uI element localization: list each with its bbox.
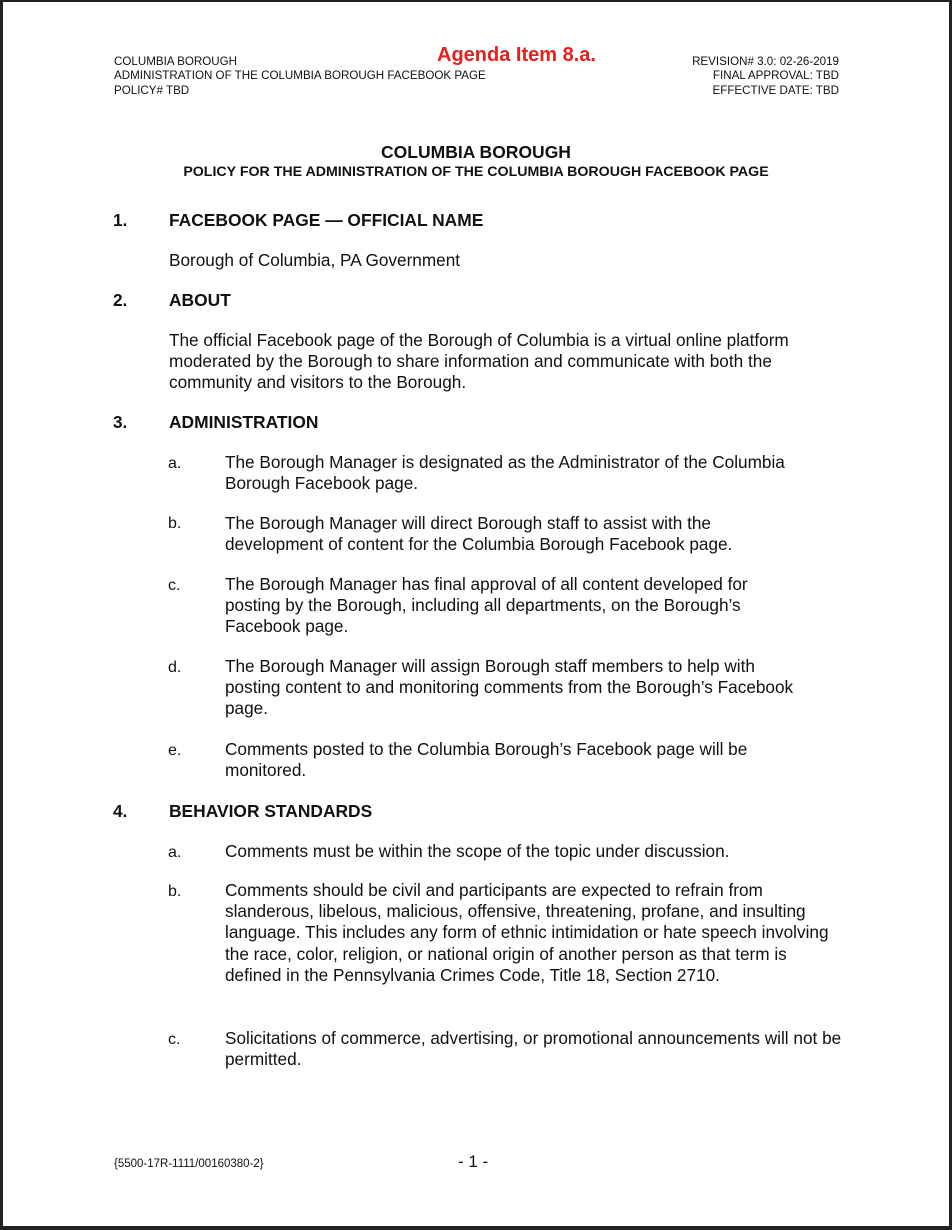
section-1-number: 1. (113, 210, 128, 230)
header-revision: REVISION# 3.0: 02-26-2019 (692, 55, 839, 68)
section-3-item-a-text: The Borough Manager is designated as the Administrator of the Columbia Borough Facebook page. (225, 452, 785, 494)
section-4-number: 4. (113, 801, 128, 821)
section-3-item-e-text: Comments posted to the Columbia Borough’s Facebook page will be monitored. (225, 739, 748, 781)
section-2-body: The official Facebook page of the Borough of Columbia is a virtual online platform moderated by the Borough to share information and communicate with both the community and visitors to the Borough. (169, 330, 789, 393)
section-3-item-c-letter: c. (168, 577, 181, 594)
section-4-item-c-text: Solicitations of commerce, advertising, or promotional announcements will not be permitted. (225, 1028, 842, 1070)
footer-page-number: - 1 - (458, 1152, 489, 1171)
section-4-heading: BEHAVIOR STANDARDS (169, 801, 373, 821)
header-final-approval: FINAL APPROVAL: TBD (712, 69, 839, 83)
section-3-heading: ADMINISTRATION (169, 412, 319, 432)
agenda-item-label: Agenda Item 8.a. (437, 44, 596, 66)
footer-document-id: {5500-17R-1111/00160380-2} (114, 1158, 264, 1170)
section-1-heading: FACEBOOK PAGE — OFFICIAL NAME (169, 210, 484, 230)
page-border-bottom (0, 1226, 952, 1230)
section-4-item-b-text: Comments should be civil and participants are expected to refrain from slanderous, libelous, malicious, offensive, threatening, profane, and insulting language. This includes any form of ethnic intimidation or hate speech involving the race, color, religion, or national origin of another person as that term is defined in the Pennsylvania Crimes Code, Title 18, Section 2710. (225, 880, 829, 985)
page-border-top (0, 0, 952, 2)
header-policy-number: POLICY# TBD (114, 83, 190, 97)
document-subtitle: POLICY FOR THE ADMINISTRATION OF THE COLUMBIA BOROUGH FACEBOOK PAGE (183, 164, 769, 180)
header-right (692, 55, 839, 98)
section-3-item-e-letter: e. (168, 742, 182, 759)
page-border-left (0, 0, 3, 1230)
section-3-item-c-text: The Borough Manager has final approval of all content developed for posting by the Borough, including all departments, on the Borough’s Facebook page. (225, 574, 748, 637)
section-4-item-a-text: Comments must be within the scope of the topic under discussion. (225, 841, 730, 861)
section-3-item-b-letter: b. (168, 515, 182, 532)
section-4-item-b-letter: b. (168, 883, 182, 900)
section-2-heading: ABOUT (169, 290, 231, 310)
section-4-item-a-letter: a. (168, 844, 182, 861)
header-policy-name: ADMINISTRATION OF THE COLUMBIA BOROUGH FACEBOOK PAGE (114, 69, 486, 83)
header-effective-date: EFFECTIVE DATE: TBD (712, 83, 839, 97)
document-title: COLUMBIA BOROUGH (381, 142, 571, 162)
section-2-number: 2. (113, 290, 128, 310)
section-3-item-b-text: The Borough Manager will direct Borough staff to assist with the development of content for the Columbia Borough Facebook page. (225, 513, 733, 555)
section-3-item-d-text: The Borough Manager will assign Borough staff members to help with posting content to and monitoring comments from the Borough’s Facebook page. (225, 656, 794, 719)
section-3-item-d-letter: d. (168, 659, 182, 676)
section-1-body: Borough of Columbia, PA Government (169, 250, 461, 270)
section-4-item-c-letter: c. (168, 1031, 181, 1048)
section-3-number: 3. (113, 412, 128, 432)
header-borough: COLUMBIA BOROUGH (114, 55, 238, 68)
section-3-item-a-letter: a. (168, 455, 182, 472)
header-left (114, 55, 486, 98)
